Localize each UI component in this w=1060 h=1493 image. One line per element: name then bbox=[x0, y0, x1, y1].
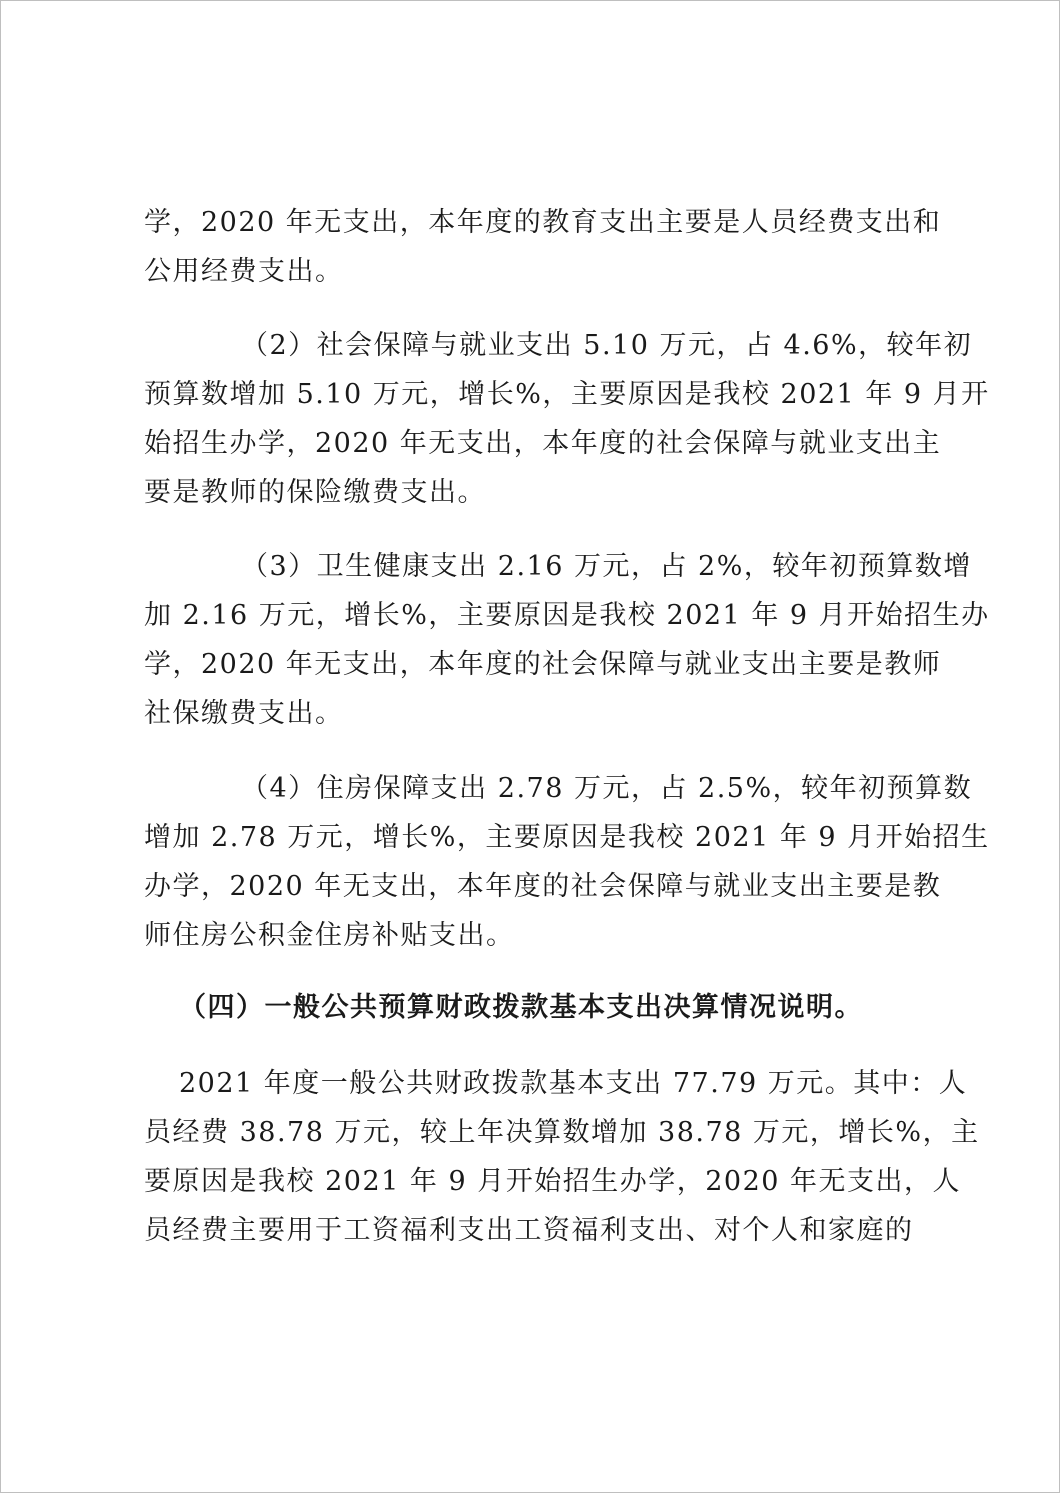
paragraph-2-line-1: （2）社会保障与就业支出 5.10 万元，占 4.6%，较年初 bbox=[241, 330, 973, 361]
paragraph-2-line-2: 预算数增加 5.10 万元，增长%，主要原因是我校 2021 年 9 月开 bbox=[144, 379, 990, 410]
paragraph-2-line-3: 始招生办学，2020 年无支出，本年度的社会保障与就业支出主 bbox=[144, 428, 942, 459]
paragraph-1-line-2: 公用经费支出。 bbox=[144, 256, 344, 287]
paragraph-3-line-3: 学，2020 年无支出，本年度的社会保障与就业支出主要是教师 bbox=[144, 649, 942, 680]
final-paragraph-line-2: 员经费 38.78 万元，较上年决算数增加 38.78 万元，增长%，主 bbox=[144, 1117, 980, 1148]
paragraph-2-line-4: 要是教师的保险缴费支出。 bbox=[144, 477, 486, 508]
paragraph-3-line-4: 社保缴费支出。 bbox=[144, 698, 344, 729]
section-heading: （四）一般公共预算财政拨款基本支出决算情况说明。 bbox=[179, 992, 863, 1023]
final-paragraph-line-3: 要原因是我校 2021 年 9 月开始招生办学，2020 年无支出，人 bbox=[144, 1166, 962, 1197]
paragraph-3-line-2: 加 2.16 万元，增长%，主要原因是我校 2021 年 9 月开始招生办 bbox=[144, 600, 990, 631]
paragraph-4-line-2: 增加 2.78 万元，增长%，主要原因是我校 2021 年 9 月开始招生 bbox=[144, 822, 990, 853]
paragraph-1-line-1: 学，2020 年无支出，本年度的教育支出主要是人员经费支出和 bbox=[144, 207, 942, 238]
final-paragraph-line-1: 2021 年度一般公共财政拨款基本支出 77.79 万元。其中：人 bbox=[179, 1068, 968, 1099]
paragraph-3-line-1: （3）卫生健康支出 2.16 万元，占 2%，较年初预算数增 bbox=[241, 551, 972, 582]
paragraph-4-line-3: 办学，2020 年无支出，本年度的社会保障与就业支出主要是教 bbox=[144, 871, 942, 902]
paragraph-4-line-1: （4）住房保障支出 2.78 万元，占 2.5%，较年初预算数 bbox=[241, 773, 973, 804]
paragraph-4-line-4: 师住房公积金住房补贴支出。 bbox=[144, 920, 515, 951]
final-paragraph-line-4: 员经费主要用于工资福利支出工资福利支出、对个人和家庭的 bbox=[144, 1215, 914, 1246]
